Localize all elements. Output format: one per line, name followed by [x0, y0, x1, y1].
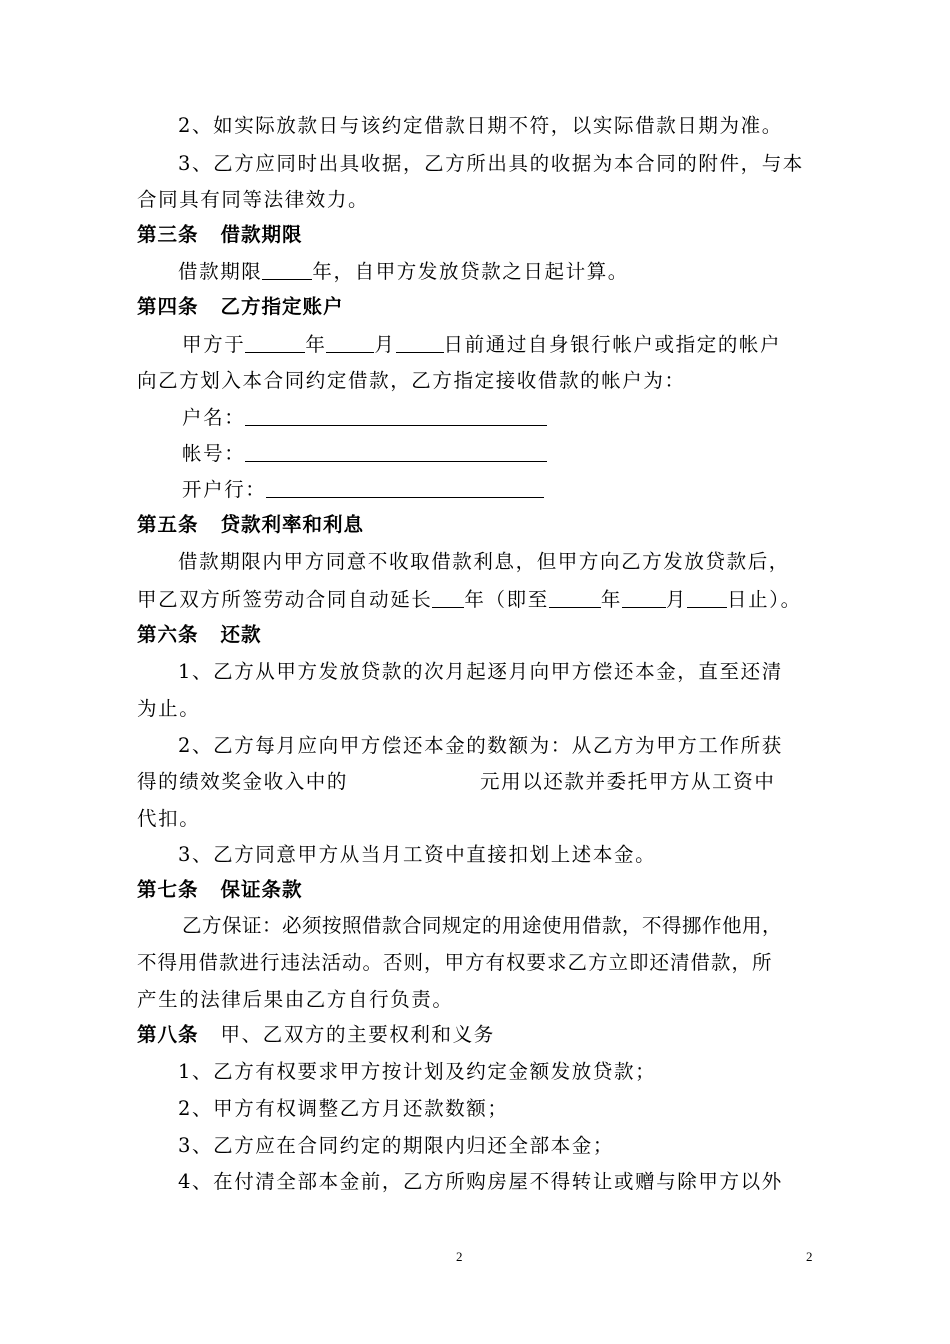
- account-name-row: [182, 406, 547, 430]
- text: 日止）。: [727, 588, 802, 611]
- text: 元用以还款并委托甲方从工资中: [480, 770, 776, 793]
- text: 甲乙双方所签劳动合同自动延长: [137, 588, 433, 611]
- paragraph-line: [178, 260, 629, 284]
- bank-blank: [266, 479, 544, 498]
- article-number: 第六条: [137, 623, 199, 646]
- text: 甲方于: [182, 333, 246, 356]
- text: 月: [374, 333, 396, 356]
- paragraph-line: 乙方保证：必须按照借款合同规定的用途使用借款，不得挪作他用，: [182, 914, 783, 937]
- blank-field: [396, 334, 444, 353]
- article-number: 第五条: [137, 513, 199, 536]
- article-8-heading: [137, 1023, 495, 1047]
- paragraph-line: 3、乙方应同时出具收据，乙方所出具的收据为本合同的附件，与本: [178, 152, 804, 175]
- article-title: 保证条款: [220, 878, 303, 901]
- paragraph-line: [137, 588, 802, 612]
- account-number-blank: [245, 443, 547, 462]
- paragraph-line: 1、乙方从甲方发放贷款的次月起逐月向甲方偿还本金，直至还清: [178, 660, 783, 683]
- field-label: 开户行：: [182, 478, 267, 501]
- paragraph-line: [137, 770, 775, 794]
- paragraph-line: 为止。: [137, 697, 201, 720]
- text: 年: [305, 333, 327, 356]
- list-item: 3、乙方应在合同约定的期限内归还全部本金；: [178, 1134, 615, 1157]
- paragraph-line: 借款期限内甲方同意不收取借款利息，但甲方向乙方发放贷款后，: [178, 550, 790, 573]
- list-item: 2、甲方有权调整乙方月还款数额；: [178, 1097, 509, 1120]
- article-title: 贷款利率和利息: [220, 513, 365, 536]
- page-number-center: 2: [456, 1249, 463, 1264]
- page-number-right: 2: [806, 1249, 813, 1264]
- article-number: 第七条: [137, 878, 199, 901]
- paragraph-line: 代扣。: [137, 807, 201, 830]
- blank-field: [622, 589, 666, 608]
- article-6-heading: [137, 623, 262, 647]
- field-label: 户名：: [182, 406, 246, 429]
- article-title: 还款: [220, 623, 262, 646]
- list-item: 4、在付清全部本金前，乙方所购房屋不得转让或赠与除甲方以外: [178, 1170, 783, 1193]
- account-name-blank: [245, 407, 547, 426]
- article-4-heading: [137, 295, 344, 319]
- blank-field: [432, 589, 464, 608]
- paragraph-line: 产生的法律后果由乙方自行负责。: [137, 988, 454, 1011]
- text: 日前通过自身银行帐户或指定的帐户: [443, 333, 782, 356]
- blank-field: [245, 334, 305, 353]
- article-number: 第三条: [137, 223, 199, 246]
- field-label: 帐号：: [182, 442, 246, 465]
- paragraph-line: 3、乙方同意甲方从当月工资中直接扣划上述本金。: [178, 843, 657, 866]
- article-5-heading: [137, 513, 364, 537]
- text: 得的绩效奖金收入中的: [137, 770, 349, 793]
- text: 月: [665, 588, 688, 611]
- article-3-heading: [137, 223, 303, 247]
- article-title: 甲、乙双方的主要权利和义务: [220, 1023, 495, 1046]
- article-number: 第四条: [137, 295, 199, 318]
- text: 年，自甲方发放贷款之日起计算。: [312, 260, 629, 283]
- blank-field: [326, 334, 374, 353]
- article-7-heading: [137, 878, 303, 902]
- blank-field: [687, 589, 727, 608]
- list-item: 1、乙方有权要求甲方按计划及约定金额发放贷款；: [178, 1060, 657, 1083]
- paragraph-line: 2、乙方每月应向甲方偿还本金的数额为：从乙方为甲方工作所获: [178, 734, 783, 757]
- paragraph-line: 2、如实际放款日与该约定借款日期不符，以实际借款日期为准。: [178, 114, 783, 137]
- paragraph-line: [182, 333, 781, 357]
- blank-field: [549, 589, 601, 608]
- blank-field: [262, 261, 312, 280]
- text: 年（即至: [464, 588, 549, 611]
- bank-row: [182, 478, 544, 502]
- article-title: 乙方指定账户: [220, 295, 344, 318]
- paragraph-line: 合同具有同等法律效力。: [137, 188, 370, 211]
- text: 借款期限: [178, 260, 263, 283]
- account-number-row: [182, 442, 547, 466]
- article-number: 第八条: [137, 1023, 199, 1046]
- text: 年: [600, 588, 622, 611]
- article-title: 借款期限: [220, 223, 303, 246]
- paragraph-line: 不得用借款进行违法活动。否则，甲方有权要求乙方立即还清借款，所: [137, 951, 773, 974]
- paragraph-line: 向乙方划入本合同约定借款，乙方指定接收借款的帐户为：: [137, 369, 686, 392]
